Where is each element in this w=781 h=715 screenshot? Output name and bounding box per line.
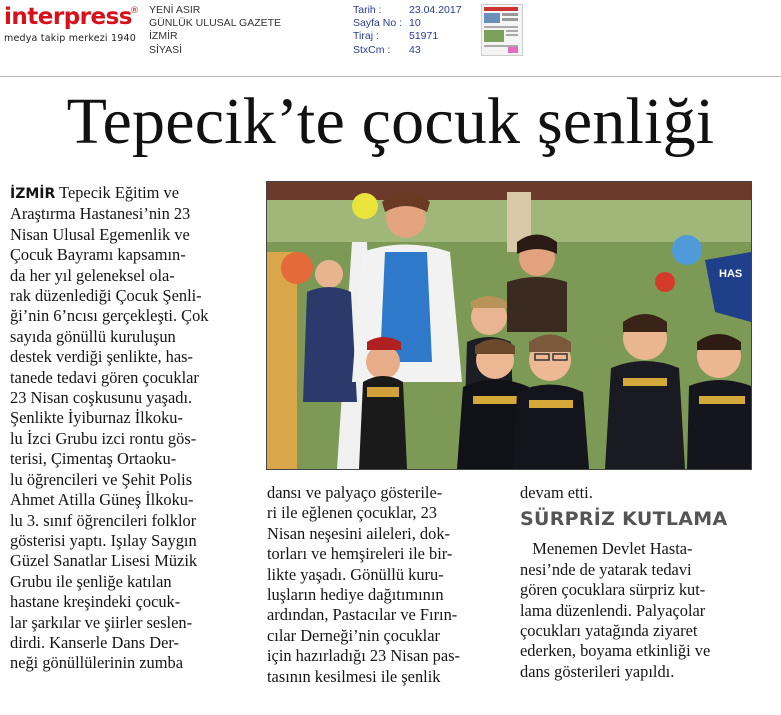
article-subheading: SÜRPRİZ KUTLAMA: [520, 508, 728, 531]
article-line: dansı ve palyaço gösterile-: [267, 483, 443, 502]
article-line: gösterisi yaptı. Işılay Saygın: [10, 530, 197, 550]
article-line: cılar Derneği’nin çocuklar: [267, 625, 440, 645]
article-line: terisi, Çimentaş Ortaoku-: [10, 449, 177, 469]
article-line: Menemen Devlet Hasta-: [520, 539, 693, 559]
meta-label: StxCm :: [353, 43, 391, 56]
article-line: için hazırladığı 23 Nisan pas-: [267, 646, 460, 666]
article-line: torları ve hemşireleri ile bir-: [267, 544, 453, 564]
article-line: tasının kesilmesi ile şenlik: [267, 666, 441, 686]
meta-value: 51971: [409, 30, 439, 43]
article-line: dirdi. Kanserle Dans Der-: [10, 632, 179, 652]
publication-city: İZMİR: [149, 30, 178, 43]
article-line: Araştırma Hastanesi’nin 23: [10, 204, 191, 224]
article-line: likte yaşadı. Gönüllü kuru-: [267, 564, 444, 584]
article-line: luşların hediye dağıtımının: [267, 585, 444, 605]
article-column-3: [520, 483, 770, 682]
article-line: ri ile eğlenen çocuklar, 23: [267, 503, 438, 523]
meta-value: 43: [409, 43, 421, 56]
article-line: Ahmet Atilla Güneş İlkoku-: [10, 490, 194, 510]
meta-label: Tiraj :: [353, 30, 379, 43]
article-line: dans gösterileri yapıldı.: [520, 661, 675, 681]
article-line: gören çocuklara sürpriz kut-: [520, 580, 706, 600]
meta-row-stxcm: [353, 44, 462, 57]
article-line: da her yıl geleneksel ola-: [10, 265, 175, 285]
meta-row-circulation: [353, 30, 462, 43]
article-line: çocukları yatağında ziyaret: [520, 621, 698, 641]
article-line: Çocuk Bayramı kapsamın-: [10, 245, 186, 265]
article-line: [10, 183, 260, 204]
article-headline: Tepecik’te çocuk şenliği: [66, 85, 715, 158]
article-line: lu 3. sınıf öğrencileri folklor: [10, 510, 197, 530]
logo-wordmark: interpress: [4, 4, 132, 30]
article-line: lu İzci Grubu izci rontu gös-: [10, 428, 197, 448]
page-thumbnail[interactable]: [481, 4, 523, 56]
meta-row-page: [353, 17, 462, 30]
article-line: destek verdiği şenlikte, has-: [10, 347, 193, 367]
photo-banner-text: HAS: [719, 268, 743, 280]
article-line: neği gönüllülerinin zumba: [10, 653, 183, 673]
photo-illustration: [267, 182, 751, 469]
article-line: ederken, boyama etkinliği ve: [520, 641, 711, 661]
article-line: Grubu ile şenliğe katılan: [10, 571, 172, 591]
article-line: sayıda gönüllü kuruluşun: [10, 326, 176, 346]
meta-value: 10: [409, 17, 421, 30]
article-line: Şenlikte İyiburnaz İlkoku-: [10, 408, 183, 428]
article-line: ardından, Pastacılar ve Fırın-: [267, 605, 458, 625]
article-line: hastane kreşindeki çocuk-: [10, 592, 181, 612]
article-line: rak düzenlediği Çocuk Şenli-: [10, 286, 202, 306]
article-line: lama düzenlendi. Palyaçolar: [520, 600, 706, 620]
article-line: tanede tedavi gören çocuklar: [10, 367, 199, 387]
meta-value: 23.04.2017: [409, 4, 462, 16]
publication-section: SİYASİ: [149, 43, 183, 56]
article-line: Nisan neşesini aileleri, dok-: [267, 523, 450, 543]
interpress-logo: [4, 4, 140, 48]
meta-label: Sayfa No :: [353, 17, 403, 30]
article-line-text: Tepecik Eğitim ve: [55, 183, 180, 202]
article-line: lu öğrencileri ve Şehit Polis: [10, 469, 193, 489]
publication-info: [149, 4, 281, 57]
logo-registered-mark: ®: [130, 6, 139, 16]
meta-label: Tarih :: [353, 4, 382, 16]
logo-tagline: medya takip merkezi 1940: [4, 33, 136, 44]
article-line: lar şarkılar ve şiirler seslen-: [10, 612, 193, 632]
meta-row-date: [353, 4, 462, 17]
clipping-header: [0, 0, 781, 77]
article-line: Güzel Sanatlar Lisesi Müzik: [10, 551, 198, 571]
article-column-2: [267, 483, 512, 687]
publication-name: YENİ ASIR: [149, 4, 201, 16]
publication-type: GÜNLÜK ULUSAL GAZETE: [149, 17, 282, 30]
article-line: ği’nin 6’ncısı gerçekleşti. Çok: [10, 306, 209, 326]
article-column-1: [10, 183, 260, 674]
article-line: devam etti.: [520, 483, 593, 502]
city-lead: İZMİR: [10, 186, 56, 202]
article-line: nesi’nde de yatarak tedavi: [520, 559, 692, 579]
article-photo: [266, 181, 752, 470]
article-line: 23 Nisan coşkusunu yaşadı.: [10, 388, 193, 408]
article-line: Nisan Ulusal Egemenlik ve: [10, 224, 190, 244]
clipping-meta: [353, 4, 462, 57]
